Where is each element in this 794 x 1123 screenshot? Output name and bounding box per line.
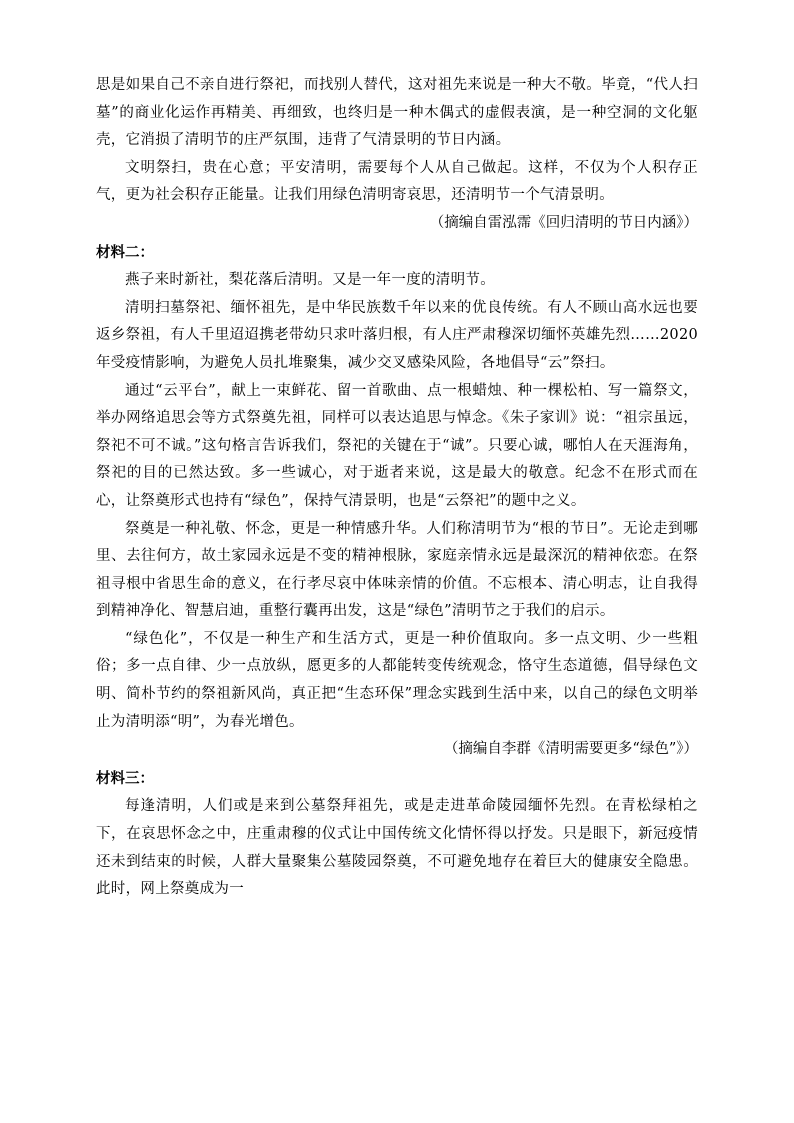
material2-source: （摘编自李群《清明需要更多“绿色”》）	[443, 741, 698, 758]
material1-paragraph-2: 文明祭扫，贵在心意；平安清明，需要每个人从自己做起。这样，不仅为个人积存正气，更为社会积存正能量。让我们用绿色清明寄哀思，还清明节一个气清景明。	[96, 159, 698, 204]
material1-source: （摘编自雷泓霈《回归清明的节日内涵》）	[429, 214, 698, 231]
material2-paragraph-4: 祭奠是一种礼敬、怀念，更是一种情感升华。人们称清明节为“根的节日”。无论走到哪里、去往何方，故土家园永远是不变的精神根脉，家庭亲情永远是最深沉的精神依恋。在祭祖寻根中省思生命的意义，在行孝尽哀中体味亲情的价值。不忘根本、清心明志，让自我得到精神净化、智慧启迪，重整行囊再出发，这是“绿色”清明节之于我们的启示。	[96, 520, 698, 620]
material2-paragraph-5: “绿色化”，不仅是一种生产和生活方式，更是一种价值取向。多一点文明、少一些粗俗；多一点自律、少一点放纵，愿更多的人都能转变传统观念，恪守生态道德，倡导绿色文明、简朴节约的祭祖新风尚，真正把“生态环保”理念实践到生活中来，以自己的绿色文明举止为清明添“明”，为春光增色。	[96, 630, 698, 730]
material3-paragraph-1: 每逢清明，人们或是来到公墓祭拜祖先，或是走进革命陵园缅怀先烈。在青松绿柏之下，在哀思怀念之中，庄重肃穆的仪式让中国传统文化情怀得以抒发。只是眼下，新冠疫情还未到结束的时候，人群大量聚集公墓陵园祭奠，不可避免地存在着巨大的健康安全隐患。此时，网上祭奠成为一	[96, 798, 698, 898]
material2-heading: 材料二：	[96, 244, 154, 261]
material2-paragraph-2: 清明扫墓祭祀、缅怀祖先，是中华民族数千年以来的优良传统。有人不顾山高水远也要返乡祭祖，有人千里迢迢携老带幼只求叶落归根，有人庄严肃穆深切缅怀英雄先烈……2020年受疫情影响，为避免人员扎堆聚集，减少交叉感染风险，各地倡导“云”祭扫。	[96, 299, 698, 371]
material1-paragraph-1: 思是如果自己不亲自进行祭祀，而找别人替代，这对祖先来说是一种大不敬。毕竟，“代人扫墓”的商业化运作再精美、再细致，也终归是一种木偶式的虚假表演，是一种空洞的文化躯壳，它消损了清明节的庄严氛围，违背了气清景明的节日内涵。	[96, 77, 698, 149]
material2-paragraph-1: 燕子来时新社，梨花落后清明。又是一年一度的清明节。	[125, 272, 495, 289]
material3-heading: 材料三：	[96, 770, 154, 787]
material2-paragraph-3: 通过“云平台”，献上一束鲜花、留一首歌曲、点一根蜡烛、种一棵松柏、写一篇祭文，举办网络追思会等方式祭奠先祖，同样可以表达追思与悼念。《朱子家训》说：“祖宗虽远，祭祀不可不诚。”这句格言告诉我们，祭祀的关键在于“诚”。只要心诚，哪怕人在天涯海角，祭祀的目的已然达致。多一些诚心，对于逝者来说，这是最大的敬意。纪念不在形式而在心，让祭奠形式也持有“绿色”，保持气清景明，也是“云祭祀”的题中之义。	[96, 382, 698, 509]
